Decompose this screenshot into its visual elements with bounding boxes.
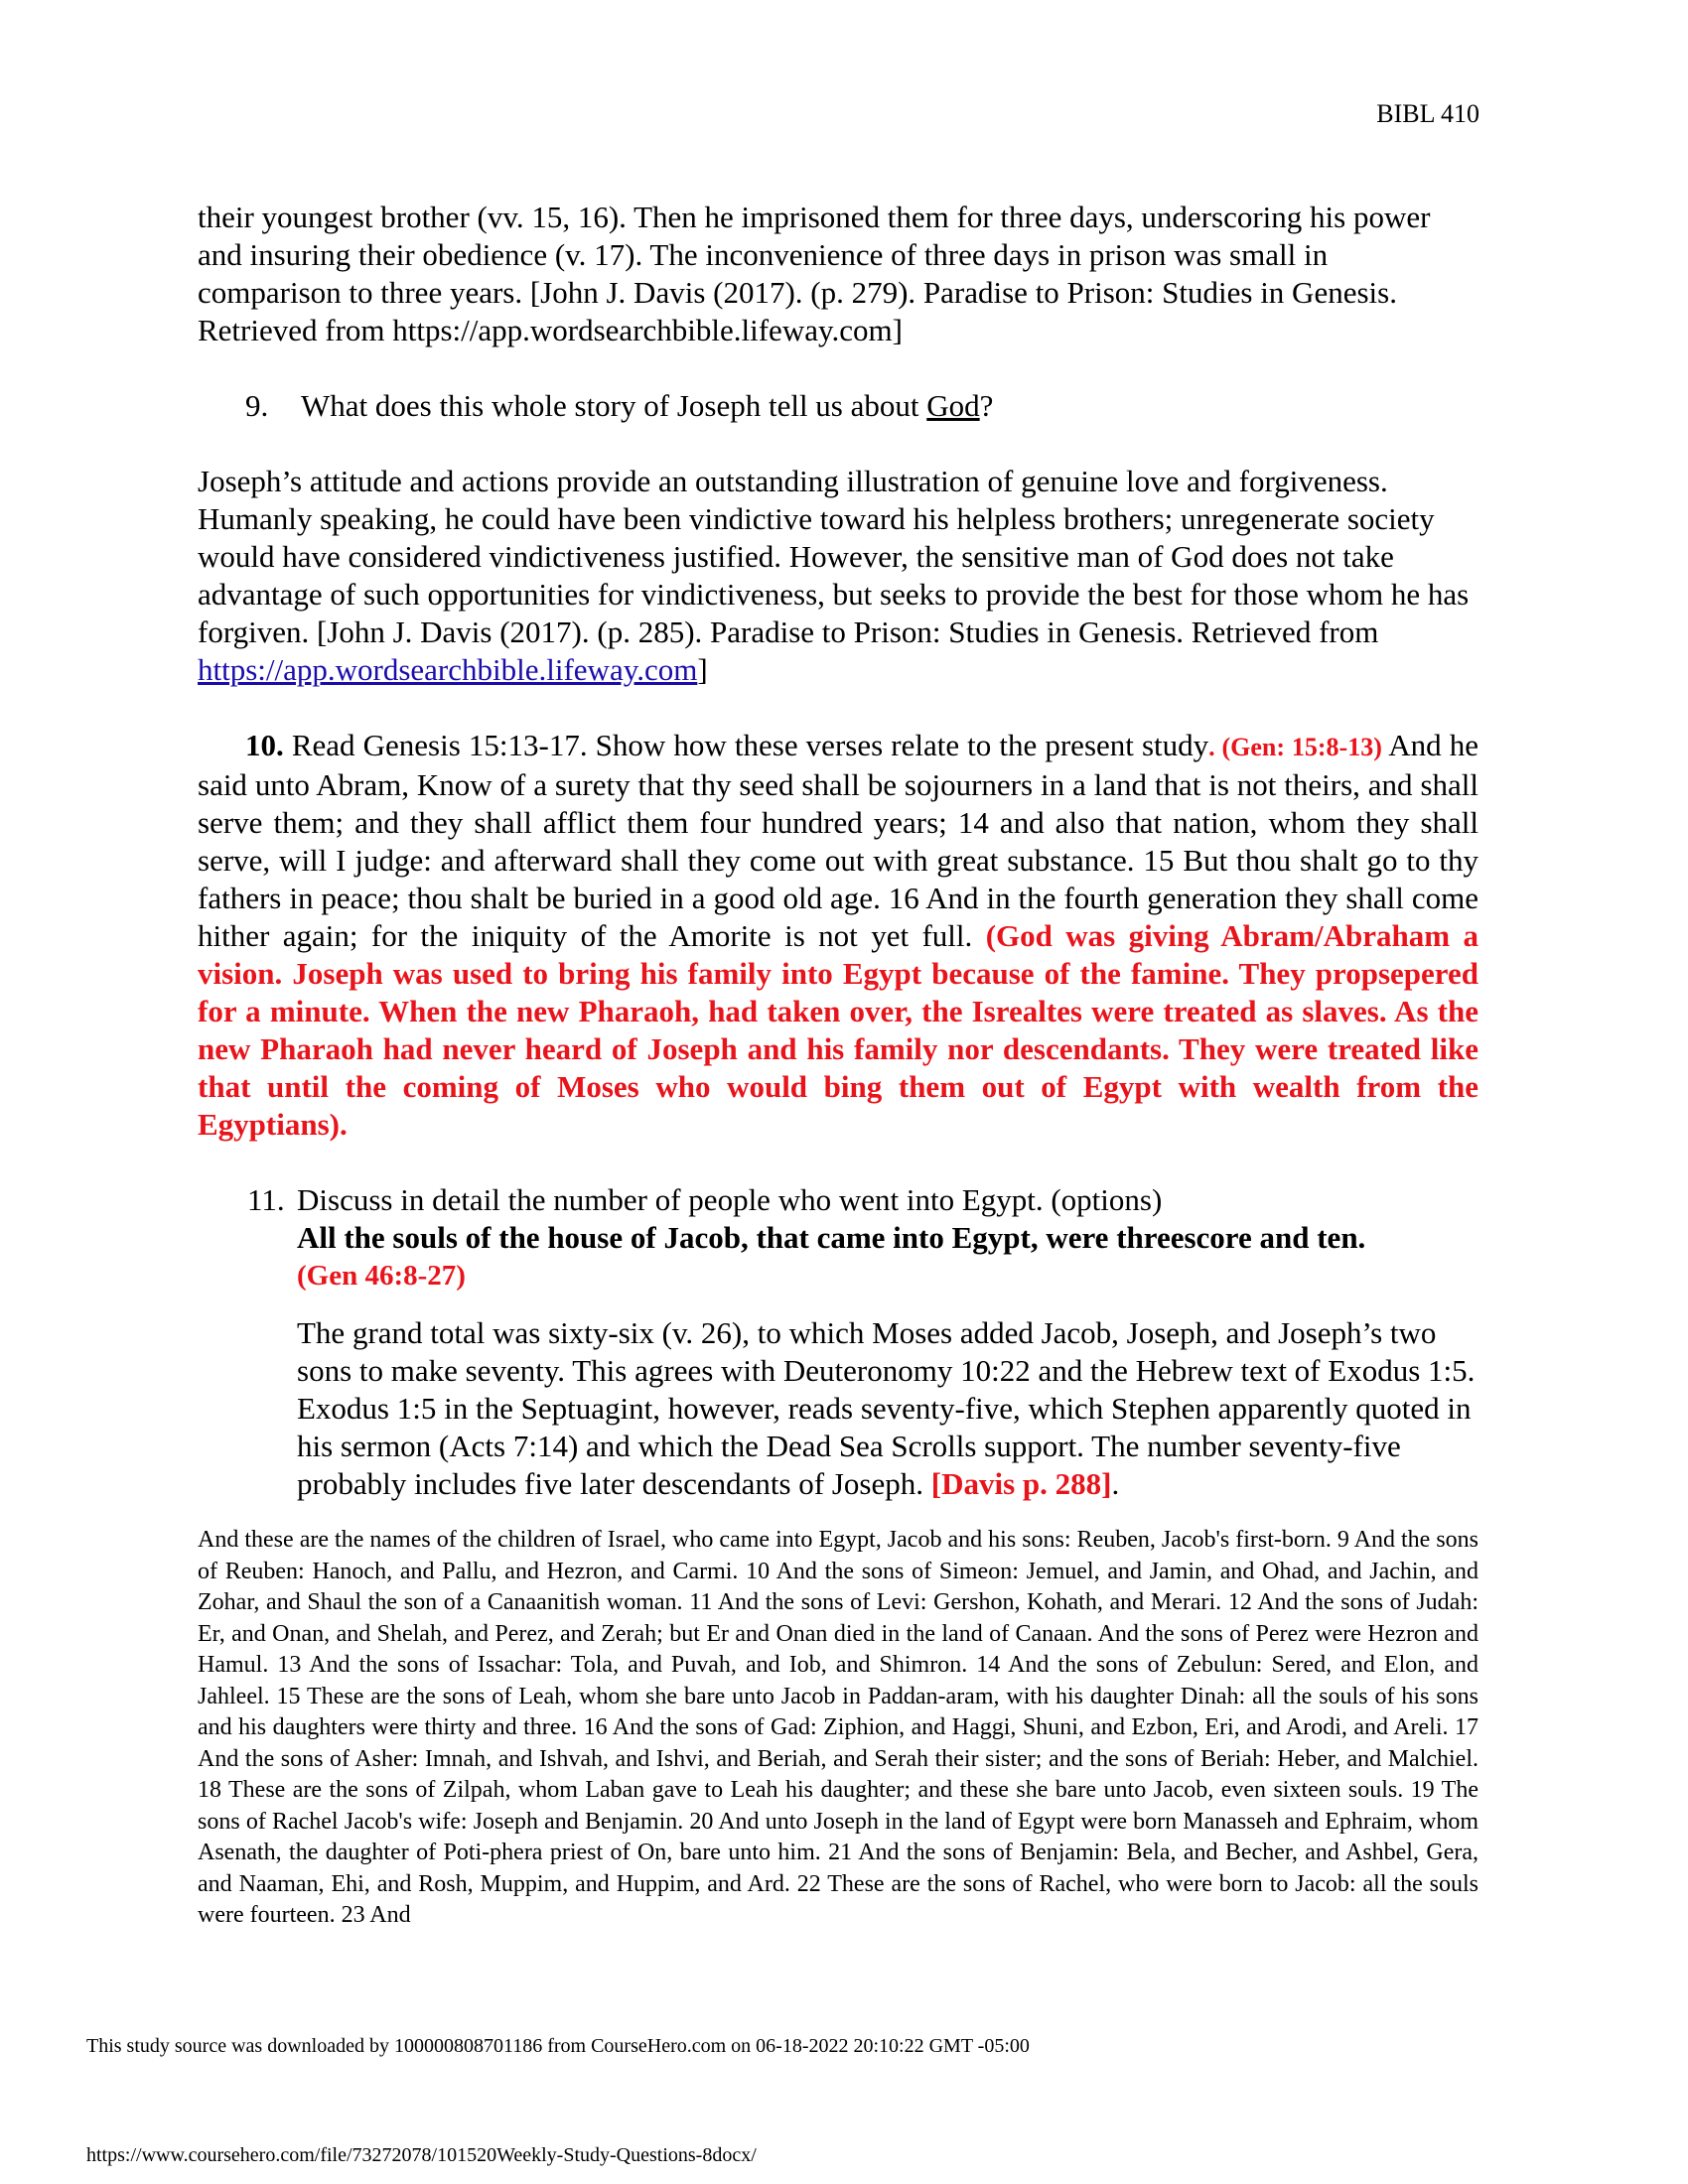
question-9-answer [198,463,1478,689]
question-10-number: 10. [245,728,284,762]
question-9-underlined: God [926,388,980,423]
scripture-block: And these are the names of the children of Israel, who came into Egypt, Jacob and his sons: Reuben, Jacob's first-born. 9 And the sons of Reuben: Hanoch, and Pallu, and Hezron, and Carmi. 10 And the sons of Simeon: Jemuel, and Jamin, and Ohad, and Jachin, and Zohar, and Shaul the son of a Canaanitish woman. 11 And the sons of Levi: Gershon, Kohath, and Merari. 12 And the sons of Judah: Er, and Onan, and Shelah, and Perez, and Zerah; but Er and Onan died in the land of Canaan. And the sons of Perez were Hezron and Hamul. 13 And the sons of Issachar: Tola, and Puvah, and Iob, and Shimron. 14 And the sons of Zebulun: Sered, and Elon, and Jahleel. 15 These are the sons of Leah, whom she bare unto Jacob in Paddan-aram, with his daughter Dinah: all the souls of his sons and his daughters were thirty and three. 16 And the sons of Gad: Ziphion, and Haggi, Shuni, and Ezbon, Eri, and Arodi, and Areli. 17 And the sons of Asher: Imnah, and Ishvah, and Ishvi, and Beriah, and Serah their sister; and the sons of Beriah: Heber, and Malchiel. 18 These are the sons of Zilpah, whom Laban gave to Leah his daughter; and these she bare unto Jacob, even sixteen souls. 19 The sons of Rachel Jacob's wife: Joseph and Benjamin. 20 And unto Joseph in the land of Egypt were born Manasseh and Ephraim, whom Asenath, the daughter of Poti-phera priest of On, bare unto him. 21 And the sons of Benjamin: Bela, and Becher, and Ashbel, Gera, and Naaman, Ehi, and Rosh, Muppim, and Huppim, and Ard. 22 These are the sons of Rachel, who were born to Jacob: all the souls were fourteen. 23 And [198,1527,1478,1928]
question-11-detail-end: . [1111,1466,1120,1501]
question-9-text-after: ? [979,388,994,423]
question-9-answer-closing: ] [697,652,708,687]
question-10 [198,727,1478,1144]
question-11-line [247,1181,1478,1219]
question-9 [198,387,1478,425]
question-11-detail [297,1314,1478,1503]
question-11-number: 11. [247,1182,285,1217]
question-10-text: Read Genesis 15:13-17. Show how these verses relate to the present study [291,728,1209,762]
wordsearch-link[interactable]: https://app.wordsearchbible.lifeway.com [198,652,698,687]
question-11-detail-ref: [Davis p. 288] [930,1466,1112,1501]
question-11-detail-text: The grand total was sixty-six (v. 26), to which Moses added Jacob, Joseph, and Joseph’s two sons to make seventy. This agrees with Deuteronomy 10:22 and the Hebrew text of Exodus 1:5. Exodus 1:5 in the Septuagint, however, reads seventy-five, which Stephen apparently quoted in his sermon (Acts 7:14) and which the Dead Sea Scrolls support. The number seventy-five probably includes five later descendants of Joseph. [297,1315,1476,1501]
question-10-scripture: And he said unto Abram, Know of a surety that thy seed shall be sojourners in a land that is not theirs, and shall serve them; and they shall afflict them four hundred years; 14 and also that nation, whom they shall serve, will I judge: and afterward shall they come out with great substance. 15 But thou shalt go to thy fathers in peace; thou shalt be buried in a good old age. 16 And in the fourth generation they shall come hither again; for the iniquity of the Amorite is not yet full. [198,728,1479,953]
question-10-answer: (God was giving Abram/Abraham a vision. Joseph was used to bring his family into Egypt because of the famine. They propsepered for a minute. When the new Pharaoh, had taken over, the Isrealtes were treated as slaves. As the new Pharaoh had never heard of Joseph and his family nor descendants. They were treated like that until the coming of Moses who would bing them out of Egypt with wealth from the Egyptians). [198,918,1478,1142]
question-11-bold-answer: All the souls of the house of Jacob, that came into Egypt, were threescore and ten. [297,1220,1366,1255]
question-11-answer-block [247,1219,1478,1503]
question-10-ref: . (Gen: 15:8-13) [1208,733,1382,761]
question-9-text [301,387,993,425]
question-9-number: 9. [245,388,269,423]
download-notice: This study source was downloaded by 100000808701186 from CourseHero.com on 06-18-2022 20:10:22 GMT -05:00 [86,2035,1030,2057]
course-header: BIBL 410 [1376,99,1479,128]
question-11-text: Discuss in detail the number of people who went into Egypt. (options) [297,1182,1163,1217]
question-9-text-before: What does this whole story of Joseph tell us about [301,388,927,423]
question-11 [198,1181,1478,1503]
intro-paragraph: their youngest brother (vv. 15, 16). Then he imprisoned them for three days, underscoring his power and insuring their obedience (v. 17). The inconvenience of three days in prison was small in comparison to three years. [John J. Davis (2017). (p. 279). Paradise to Prison: Studies in Genesis. Retrieved from https://app.wordsearchbible.lifeway.com] [198,200,1431,347]
question-9-answer-text: Joseph’s attitude and actions provide an outstanding illustration of genuine love and forgiveness. Humanly speaking, he could have been vindictive toward his helpless brothers; unregenerate society would have considered vindictiveness justified. However, the sensitive man of God does not take advantage of such opportunities for vindictiveness, but seeks to provide the best for those whom he has forgiven. [John J. Davis (2017). (p. 285). Paradise to Prison: Studies in Genesis. Retrieved from [198,464,1470,649]
source-url[interactable]: https://www.coursehero.com/file/73272078/101520Weekly-Study-Questions-8docx/ [86,2144,757,2166]
question-11-ref: (Gen 46:8-27) [297,1260,466,1292]
document-body [198,199,1478,1932]
